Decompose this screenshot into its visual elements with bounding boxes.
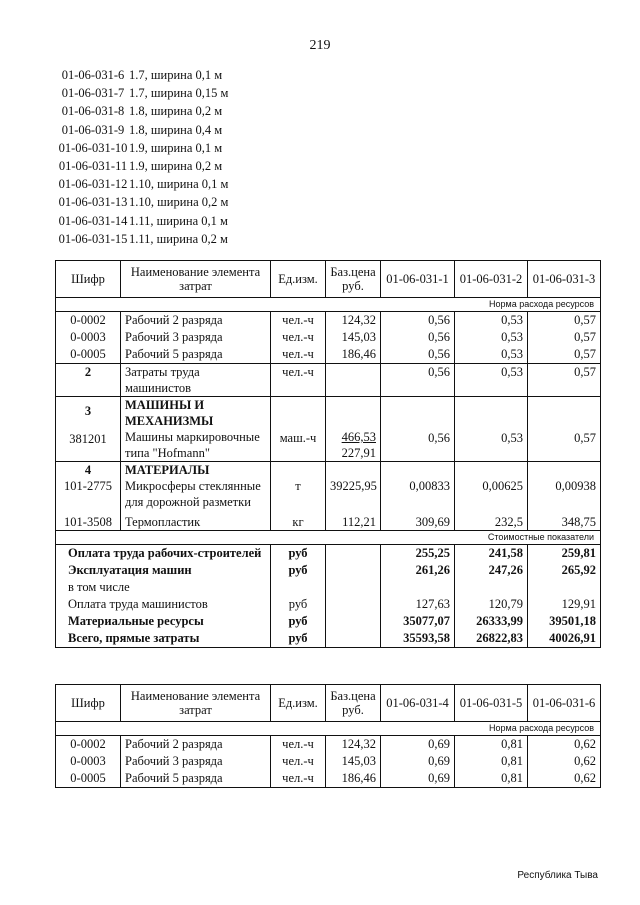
cell-v2: 0,81 bbox=[455, 770, 528, 788]
header-price: Баз.цена руб. bbox=[326, 685, 381, 722]
cell-unit bbox=[271, 462, 326, 531]
summary-v3: 265,92 bbox=[528, 562, 601, 579]
cell-price: 186,46 bbox=[326, 770, 381, 788]
summary-v2: 241,58 bbox=[455, 545, 528, 563]
cell-v1: 0,56 bbox=[381, 397, 455, 462]
summary-v2 bbox=[455, 579, 528, 596]
table-row bbox=[56, 329, 601, 346]
cell-v3: 0,57 bbox=[528, 329, 601, 346]
cell-v3: 0,57 bbox=[528, 397, 601, 462]
material-unit: т bbox=[295, 479, 301, 493]
cell-v2 bbox=[455, 462, 528, 531]
summary-unit bbox=[271, 579, 326, 596]
summary-v3: 40026,91 bbox=[528, 630, 601, 648]
summary-v3 bbox=[528, 579, 601, 596]
code-list-item: 01-06-031-6 1.7, ширина 0,1 м bbox=[61, 68, 223, 82]
header-cipher: Шифр bbox=[56, 685, 121, 722]
summary-v2: 247,26 bbox=[455, 562, 528, 579]
summary-row bbox=[56, 579, 601, 596]
summary-v1: 35593,58 bbox=[381, 630, 455, 648]
header-unit: Ед.изм. bbox=[271, 685, 326, 722]
price-top: 466,53 bbox=[341, 430, 376, 444]
norm-label-row bbox=[56, 298, 601, 312]
page-number: 219 bbox=[309, 38, 331, 53]
code-list-item: 01-06-031-13 1.10, ширина 0,2 м bbox=[58, 195, 229, 210]
cell-price: 124,32 bbox=[326, 312, 381, 330]
section-materials bbox=[56, 462, 601, 531]
cell-cipher: 0-0002 bbox=[56, 736, 121, 754]
cell-v1 bbox=[381, 462, 455, 531]
norm-label: Норма расхода ресурсов bbox=[56, 722, 601, 736]
resource-table-2 bbox=[55, 684, 601, 788]
header-unit: Ед.изм. bbox=[271, 261, 326, 298]
cell-price bbox=[326, 462, 381, 531]
material-name: Термопластик bbox=[125, 515, 201, 529]
cell-name bbox=[121, 462, 271, 531]
price-bottom: 227,91 bbox=[341, 446, 376, 460]
cell-v3: 0,57 bbox=[528, 312, 601, 330]
section-number: 4 bbox=[84, 463, 92, 477]
code-list-item: 01-06-031-14 1.11, ширина 0,1 м bbox=[58, 213, 228, 228]
resource-table-1 bbox=[55, 260, 601, 648]
cell-price: 145,03 bbox=[326, 753, 381, 770]
cell-unit: чел.-ч bbox=[271, 329, 326, 346]
machine-name: Машины маркировочные типа "Hofmann" bbox=[125, 430, 260, 460]
norm-label: Норма расхода ресурсов bbox=[56, 298, 601, 312]
header-col1: 01-06-031-4 bbox=[381, 685, 455, 722]
section-title: МАШИНЫ И МЕХАНИЗМЫ bbox=[125, 398, 214, 428]
summary-name: Оплата труда машинистов bbox=[56, 596, 271, 613]
cell-v2: 0,81 bbox=[455, 736, 528, 754]
cell-cipher: 0-0005 bbox=[56, 770, 121, 788]
summary-v1: 35077,07 bbox=[381, 613, 455, 630]
summary-name: Всего, прямые затраты bbox=[56, 630, 271, 648]
cell-price bbox=[326, 397, 381, 462]
material-v1: 309,69 bbox=[415, 515, 450, 529]
cell-cipher: 0-0005 bbox=[56, 346, 121, 364]
table-header-row bbox=[56, 685, 601, 722]
cell-name: Рабочий 3 разряда bbox=[121, 753, 271, 770]
header-name: Наименование элемента затрат bbox=[121, 261, 271, 298]
table-row bbox=[56, 753, 601, 770]
cell-price: 124,32 bbox=[326, 736, 381, 754]
code-list-item: 01-06-031-8 1.8, ширина 0,2 м bbox=[61, 104, 223, 119]
cell-v3: 0,62 bbox=[528, 736, 601, 754]
summary-name: Оплата труда рабочих-строителей bbox=[56, 545, 271, 563]
table-row-machinists bbox=[56, 364, 601, 397]
summary-v3: 259,81 bbox=[528, 545, 601, 563]
summary-v1: 261,26 bbox=[381, 562, 455, 579]
cell-v2: 0,53 bbox=[455, 329, 528, 346]
cell-unit: чел.-ч bbox=[271, 346, 326, 364]
cost-label: Стоимостные показатели bbox=[56, 531, 601, 545]
header-col3: 01-06-031-3 bbox=[528, 261, 601, 298]
summary-unit: руб bbox=[271, 630, 326, 648]
cell-unit: чел.-ч bbox=[271, 364, 326, 397]
cell-v1: 0,56 bbox=[381, 329, 455, 346]
cell-v1: 0,56 bbox=[381, 364, 455, 397]
section-machines bbox=[56, 397, 601, 462]
summary-price bbox=[326, 579, 381, 596]
material-unit: кг bbox=[292, 515, 304, 529]
cell-v1: 0,69 bbox=[381, 736, 455, 754]
summary-price bbox=[326, 630, 381, 648]
machine-cipher: 381201 bbox=[69, 432, 107, 446]
code-list-item: 01-06-031-9 1.8, ширина 0,4 м bbox=[61, 122, 223, 137]
summary-unit: руб bbox=[271, 545, 326, 563]
summary-unit: руб bbox=[271, 562, 326, 579]
cost-label-row bbox=[56, 531, 601, 545]
summary-v2: 120,79 bbox=[455, 596, 528, 613]
material-v2: 0,00625 bbox=[482, 479, 523, 493]
cell-unit: чел.-ч bbox=[271, 770, 326, 788]
cell-unit: чел.-ч bbox=[271, 753, 326, 770]
cell-price: 186,46 bbox=[326, 346, 381, 364]
cell-unit: маш.-ч bbox=[271, 397, 326, 462]
cell-v3: 0,62 bbox=[528, 770, 601, 788]
summary-price bbox=[326, 613, 381, 630]
summary-name: в том числе bbox=[56, 579, 271, 596]
material-price: 39225,95 bbox=[330, 479, 377, 493]
header-name: Наименование элемента затрат bbox=[121, 685, 271, 722]
summary-v2: 26822,83 bbox=[455, 630, 528, 648]
cell-v2: 0,53 bbox=[455, 346, 528, 364]
summary-v2: 26333,99 bbox=[455, 613, 528, 630]
cell-unit: чел.-ч bbox=[271, 736, 326, 754]
code-list bbox=[57, 66, 228, 248]
material-v3: 348,75 bbox=[561, 515, 596, 529]
cell-cipher: 2 bbox=[56, 364, 121, 397]
cell-v1: 0,69 bbox=[381, 753, 455, 770]
summary-price bbox=[326, 545, 381, 563]
summary-v3: 129,91 bbox=[528, 596, 601, 613]
summary-unit: руб bbox=[271, 613, 326, 630]
cell-cipher bbox=[56, 462, 121, 531]
cell-name: Рабочий 3 разряда bbox=[121, 329, 271, 346]
header-col2: 01-06-031-2 bbox=[455, 261, 528, 298]
cell-price: 145,03 bbox=[326, 329, 381, 346]
cell-v3: 0,62 bbox=[528, 753, 601, 770]
material-v3: 0,00938 bbox=[555, 479, 596, 493]
norm-label-row bbox=[56, 722, 601, 736]
material-name: Микросферы стеклянные для дорожной разметки bbox=[125, 479, 261, 509]
summary-row bbox=[56, 613, 601, 630]
cell-name: Рабочий 2 разряда bbox=[121, 312, 271, 330]
header-price: Баз.цена руб. bbox=[326, 261, 381, 298]
cell-name: Рабочий 5 разряда bbox=[121, 770, 271, 788]
table-row bbox=[56, 346, 601, 364]
summary-price bbox=[326, 562, 381, 579]
code-list-item: 01-06-031-7 1.7, ширина 0,15 м bbox=[61, 86, 229, 101]
cell-v1: 0,69 bbox=[381, 770, 455, 788]
code-list-item: 01-06-031-12 1.10, ширина 0,1 м bbox=[58, 177, 229, 192]
cell-v2: 0,53 bbox=[455, 364, 528, 397]
summary-name: Материальные ресурсы bbox=[56, 613, 271, 630]
summary-v3: 39501,18 bbox=[528, 613, 601, 630]
material-cipher: 101-3508 bbox=[64, 515, 112, 529]
summary-name: Эксплуатация машин bbox=[56, 562, 271, 579]
summary-unit: руб bbox=[271, 596, 326, 613]
cell-name bbox=[121, 397, 271, 462]
cell-cipher: 0-0003 bbox=[56, 753, 121, 770]
cell-v2: 0,53 bbox=[455, 397, 528, 462]
header-cipher: Шифр bbox=[56, 261, 121, 298]
cell-name: Рабочий 5 разряда bbox=[121, 346, 271, 364]
material-v2: 232,5 bbox=[494, 515, 523, 529]
table-row bbox=[56, 770, 601, 788]
summary-row bbox=[56, 562, 601, 579]
code-list-item: 01-06-031-10 1.9, ширина 0,1 м bbox=[58, 140, 223, 155]
cell-cipher bbox=[56, 397, 121, 462]
table-header-row bbox=[56, 261, 601, 298]
cell-v2: 0,53 bbox=[455, 312, 528, 330]
summary-row bbox=[56, 630, 601, 648]
cell-v3 bbox=[528, 462, 601, 531]
cell-name: Рабочий 2 разряда bbox=[121, 736, 271, 754]
summary-row bbox=[56, 596, 601, 613]
summary-v1: 127,63 bbox=[381, 596, 455, 613]
section-title: МАТЕРИАЛЫ bbox=[125, 463, 210, 477]
summary-v1 bbox=[381, 579, 455, 596]
cell-v1: 0,56 bbox=[381, 346, 455, 364]
header-col3: 01-06-031-6 bbox=[528, 685, 601, 722]
cell-v3: 0,57 bbox=[528, 364, 601, 397]
material-v1: 0,00833 bbox=[409, 479, 450, 493]
cell-cipher: 0-0003 bbox=[56, 329, 121, 346]
code-list-item: 01-06-031-15 1.11, ширина 0,2 м bbox=[58, 231, 228, 246]
cell-cipher: 0-0002 bbox=[56, 312, 121, 330]
cell-v3: 0,57 bbox=[528, 346, 601, 364]
material-cipher: 101-2775 bbox=[64, 479, 112, 493]
table-row bbox=[56, 736, 601, 754]
material-price: 112,21 bbox=[342, 515, 376, 529]
code-list-item: 01-06-031-11 1.9, ширина 0,2 м bbox=[58, 158, 223, 173]
cell-v2: 0,81 bbox=[455, 753, 528, 770]
header-col2: 01-06-031-5 bbox=[455, 685, 528, 722]
cell-v1: 0,56 bbox=[381, 312, 455, 330]
summary-v1: 255,25 bbox=[381, 545, 455, 563]
summary-row bbox=[56, 545, 601, 563]
table-row bbox=[56, 312, 601, 330]
header-col1: 01-06-031-1 bbox=[381, 261, 455, 298]
cell-unit: чел.-ч bbox=[271, 312, 326, 330]
section-number: 3 bbox=[84, 404, 92, 418]
cell-price bbox=[326, 364, 381, 397]
footer-region: Республика Тыва bbox=[517, 870, 598, 881]
summary-price bbox=[326, 596, 381, 613]
cell-name: Затраты труда машинистов bbox=[121, 364, 271, 397]
